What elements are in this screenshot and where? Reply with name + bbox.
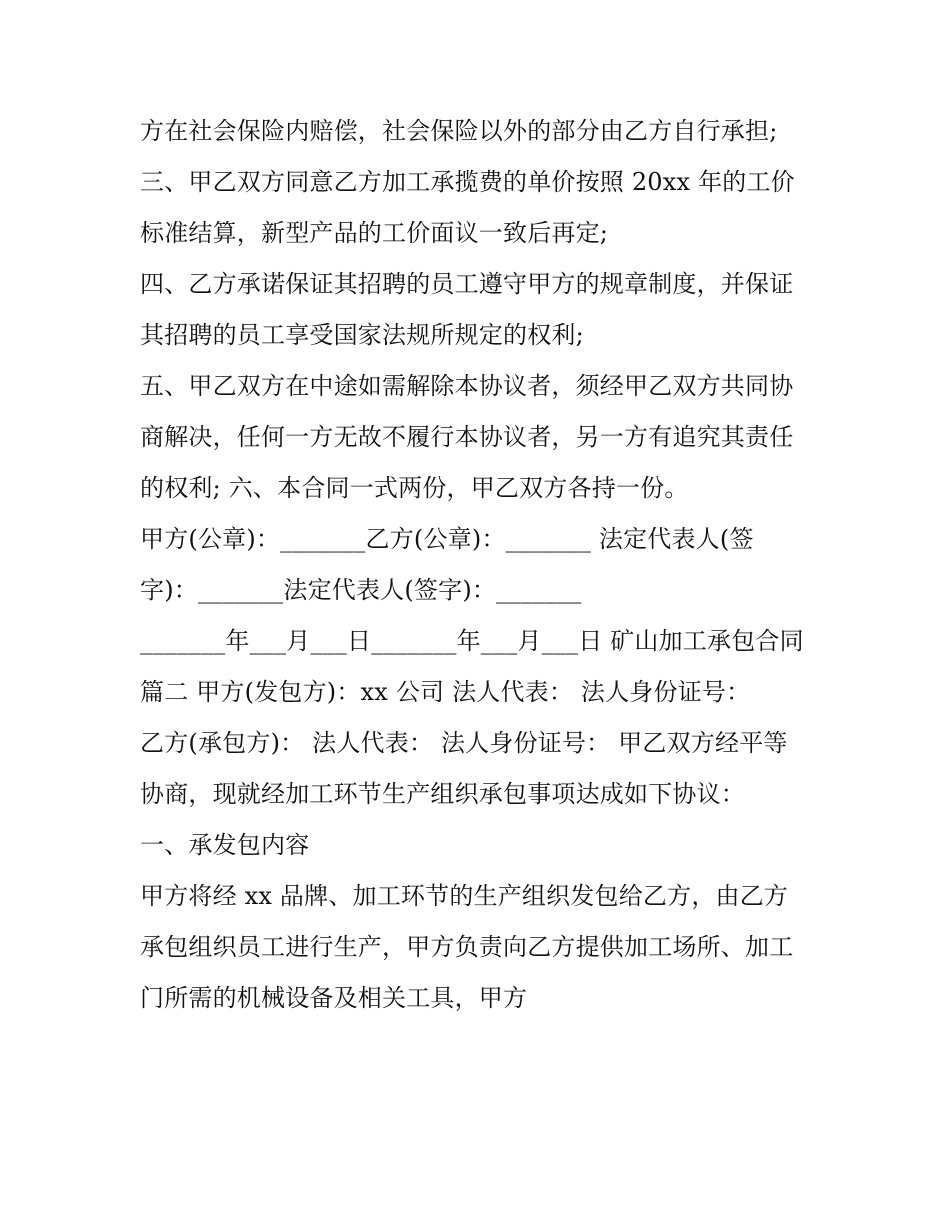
date-line: _______年___月___日_______年___月___日 矿山加工承包合同 [140, 627, 804, 655]
text-line: 其招聘的员工享受国家法规所规定的权利; [140, 321, 584, 349]
text-line: 商解决，任何一方无故不履行本协议者，另一方有追究其责任 [140, 423, 794, 451]
text-line: 四、乙方承诺保证其招聘的员工遵守甲方的规章制度，并保证 [140, 270, 794, 298]
text-line: 承包组织员工进行生产，甲方负责向乙方提供加工场所、加工 [140, 933, 794, 961]
text-line: 五、甲乙双方在中途如需解除本协议者，须经甲乙双方共同协 [140, 372, 794, 400]
text-line: 门所需的机械设备及相关工具，甲方 [140, 984, 528, 1012]
signature-line: 甲方(公章)：_______乙方(公章)：_______ 法定代表人(签 [140, 525, 754, 553]
section-heading: 一、承发包内容 [140, 831, 310, 859]
text-line: 的权利; 六、本合同一式两份，甲乙双方各持一份。 [140, 474, 689, 502]
signature-line: 字)：_______法定代表人(签字)：_______ [140, 576, 582, 604]
text-line: 三、甲乙双方同意乙方加工承揽费的单价按照 20xx 年的工价 [140, 168, 795, 196]
text-line: 标准结算，新型产品的工价面议一致后再定; [140, 219, 609, 247]
text-line: 乙方(承包方)： 法人代表： 法人身份证号： 甲乙双方经平等 [140, 729, 788, 757]
text-line: 甲方将经 xx 品牌、加工环节的生产组织发包给乙方，由乙方 [140, 882, 789, 910]
document-body [140, 106, 830, 1024]
text-line: 协商，现就经加工环节生产组织承包事项达成如下协议： [140, 780, 745, 808]
text-line: 篇二 甲方(发包方)：xx 公司 法人代表： 法人身份证号： [140, 678, 751, 706]
text-line: 方在社会保险内赔偿，社会保险以外的部分由乙方自行承担; [140, 117, 778, 145]
